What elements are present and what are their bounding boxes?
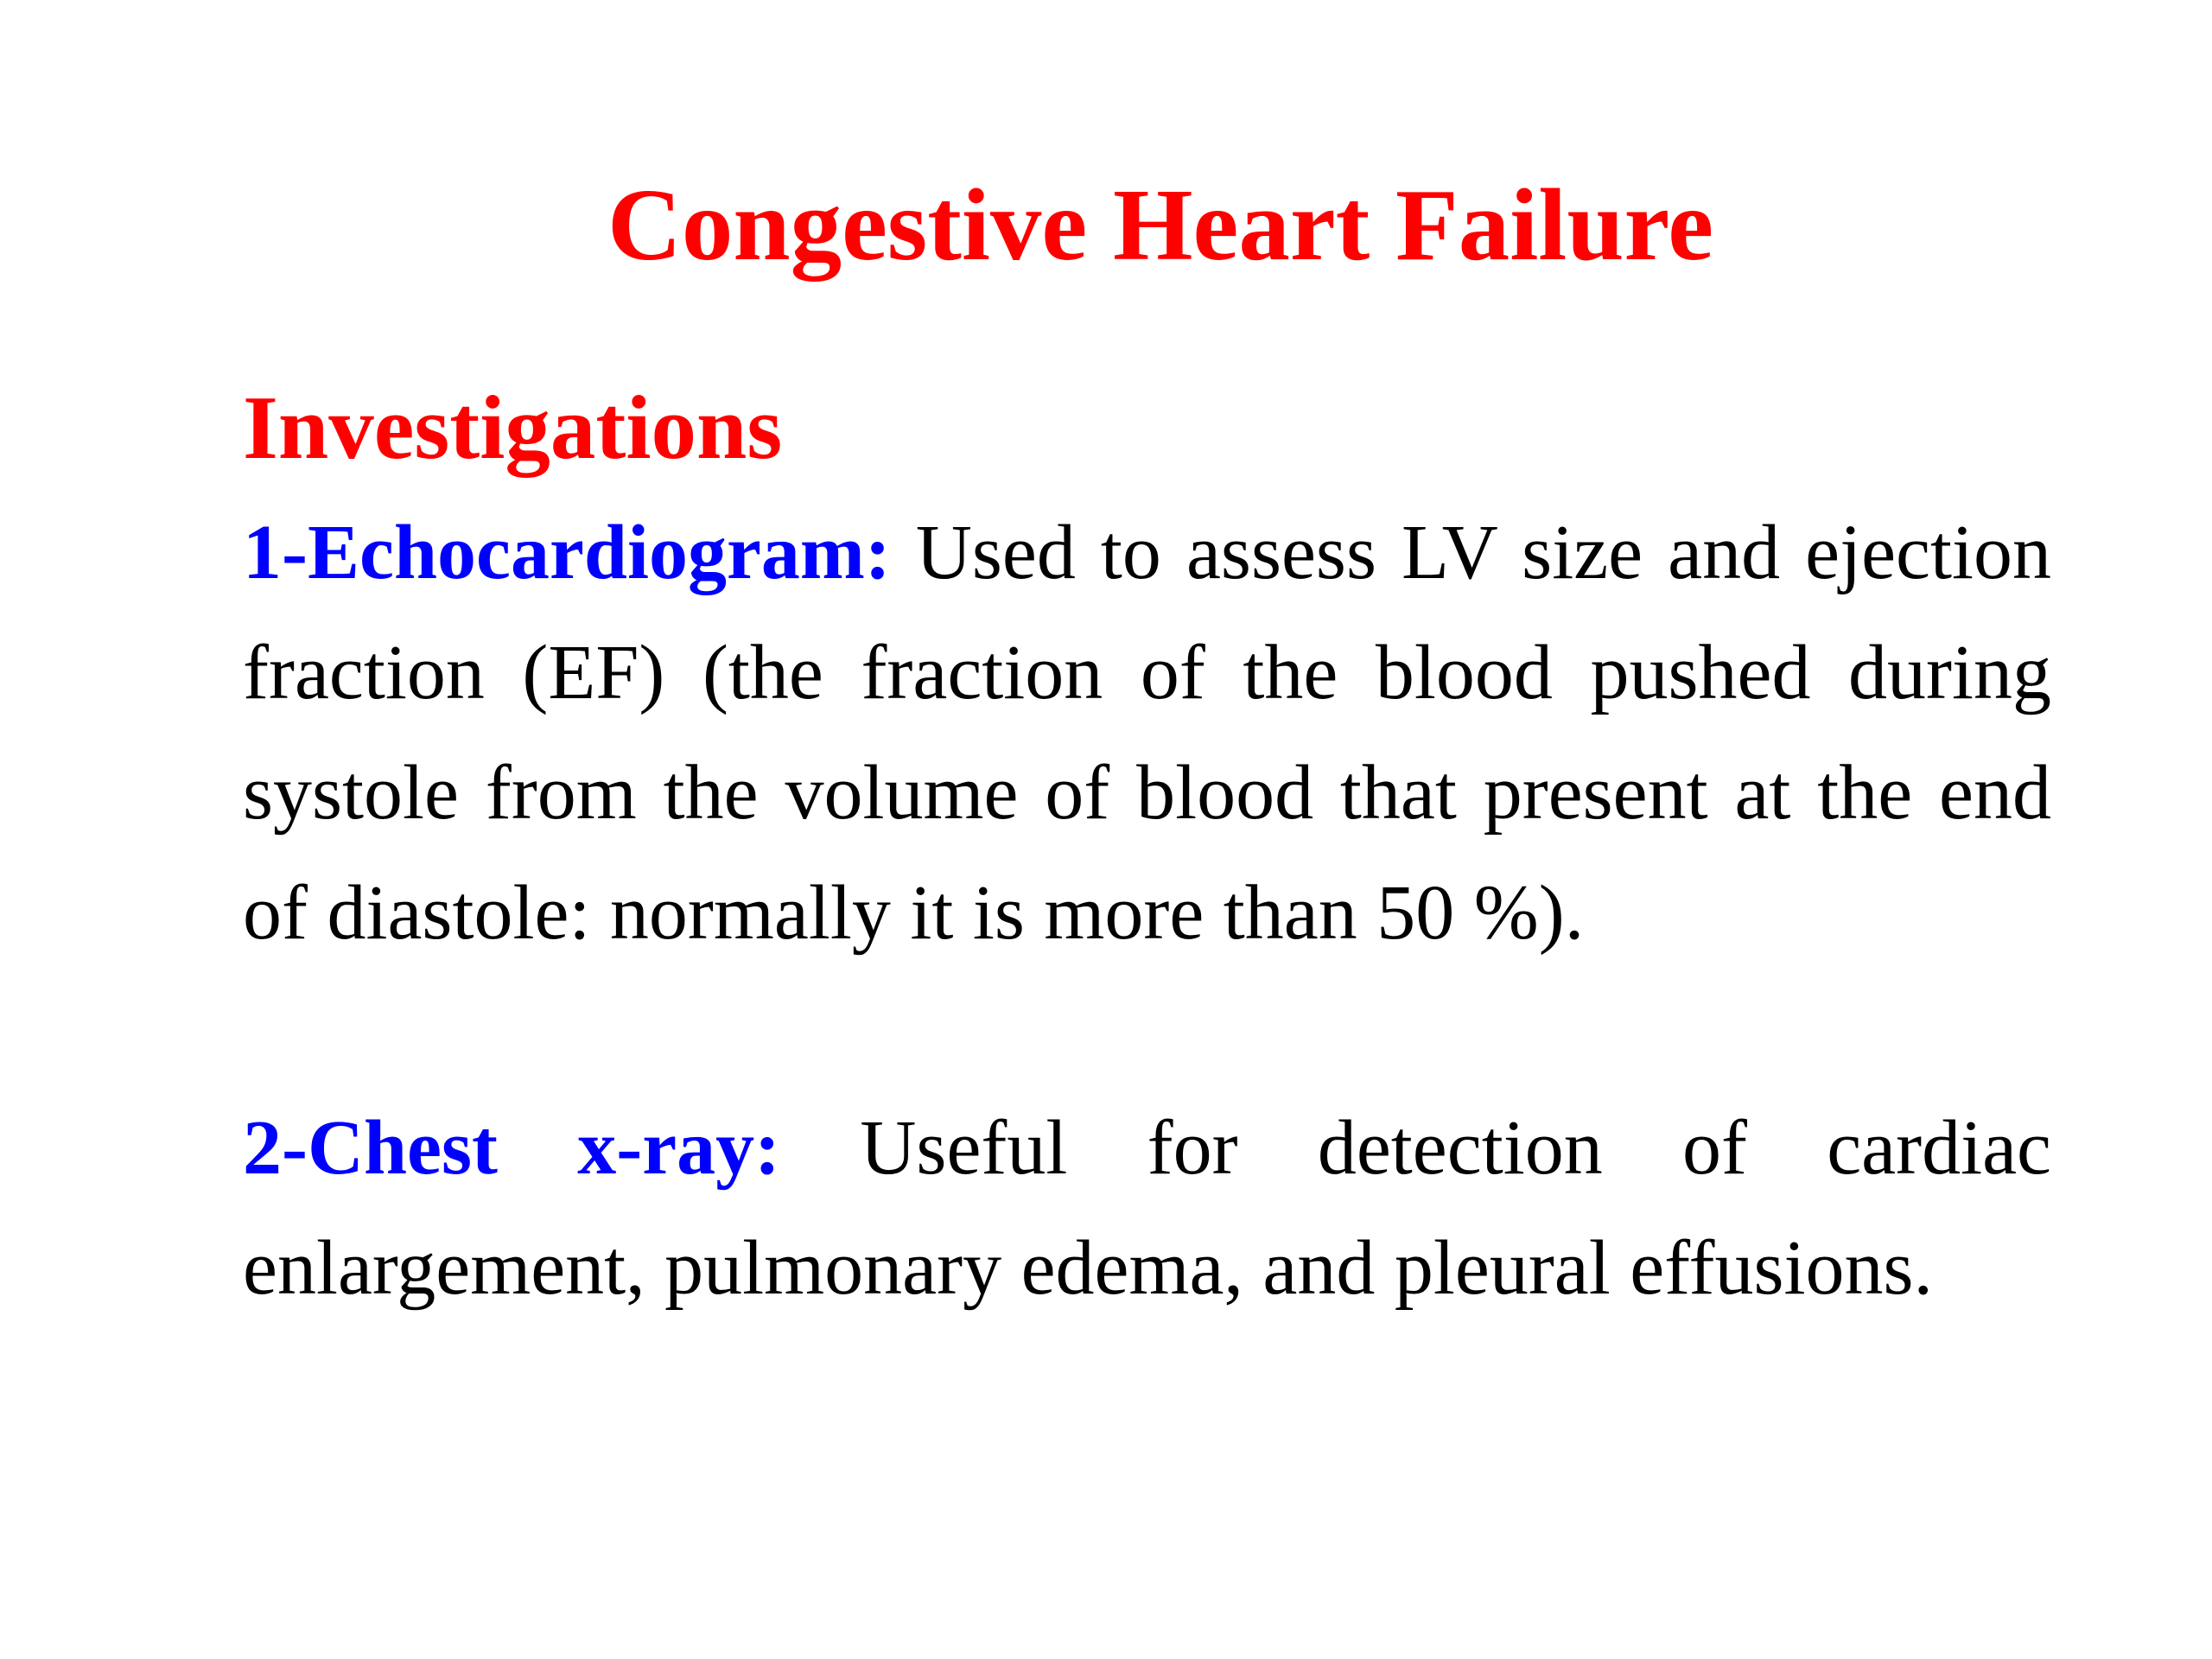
- investigation-item-echocardiogram: [243, 493, 2051, 973]
- section-heading: Investigations: [243, 377, 783, 478]
- slide-content: [243, 363, 2051, 1328]
- investigation-description: Useful for detection of cardiac enlargement, pulmonary edema, and pleural effusions.: [243, 1105, 2052, 1311]
- investigation-description: Used to assess LV size and ejection fraction (EF) (the fraction of the blood pushed during systole from the volume of blood that present at the end of diastole: normally it is more than 50 %).: [243, 510, 2051, 956]
- investigation-item-chest-xray: [243, 1088, 2051, 1328]
- investigation-label: 2-Chest x-ray:: [243, 1105, 781, 1191]
- slide-title: Congestive Heart Failure: [607, 168, 1714, 282]
- investigation-label: 1-Echocardiogram:: [243, 510, 891, 595]
